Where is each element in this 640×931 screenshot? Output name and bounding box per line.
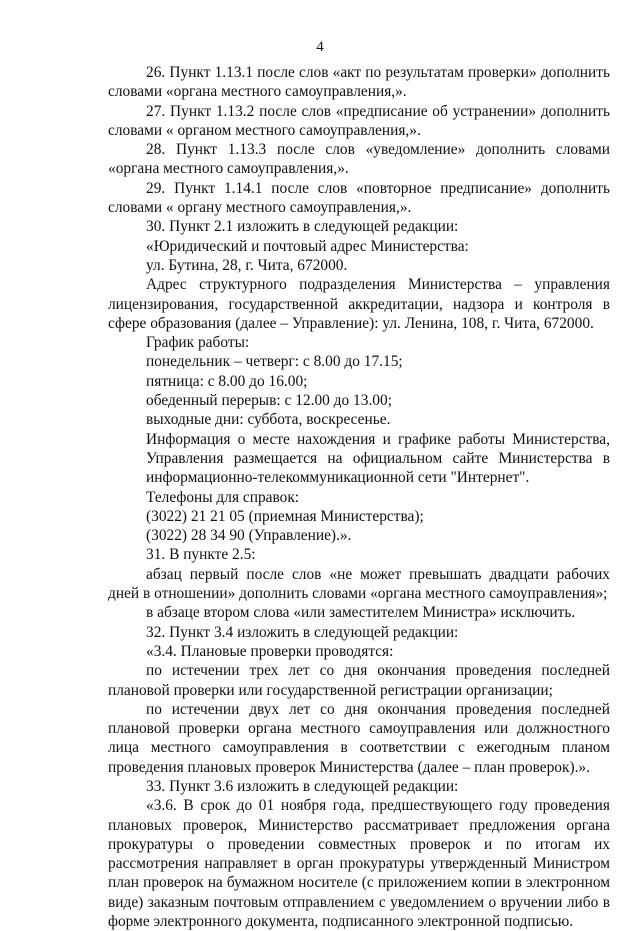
item-3-4-heading: «3.4. Плановые проверки проводятся:	[146, 642, 394, 660]
paragraph-item-31: 31. В пункте 2.5:	[146, 546, 256, 564]
website-info: Информация о месте нахождения и графике работы Министерства, Управления размещается на официальном сайте Министерства в информационно-телекоммуникационной сети "Интернет".	[146, 430, 610, 487]
paragraph-item-33: 33. Пункт 3.6 изложить в следующей редакции:	[146, 777, 459, 795]
paragraph-item-28: 28. Пункт 1.13.3 после слов «уведомление» дополнить словами «органа местного самоуправления,».	[108, 141, 610, 178]
item-31-first-abzac: абзац первый после слов «не может превышать двадцати рабочих дней в отношении» дополнить словами «органа местного самоуправления»;	[108, 565, 610, 603]
phones-heading: Телефоны для справок:	[146, 488, 300, 506]
paragraph-item-32: 32. Пункт 3.4 изложить в следующей редакции:	[146, 623, 459, 641]
legal-address-heading: «Юридический и почтовый адрес Министерства:	[146, 237, 469, 255]
paragraph-item-30: 30. Пункт 2.1 изложить в следующей редакции:	[146, 218, 459, 236]
document-body	[108, 63, 610, 931]
work-schedule-heading: График работы:	[146, 334, 250, 352]
phone-department: (3022) 28 34 90 (Управление).».	[146, 527, 352, 545]
department-address: Адрес структурного подразделения Министерства – управления лицензирования, государственной аккредитации, надзора и контроля в сфере образования (далее – Управление): ул. Ленина, 108, г. Чита, 672000.	[108, 276, 610, 332]
schedule-friday: пятница: с 8.00 до 16.00;	[146, 372, 308, 390]
page-number: 4	[316, 39, 324, 55]
phone-ministry: (3022) 21 21 05 (приемная Министерства);	[146, 507, 424, 525]
item-3-6-text: «3.6. В срок до 01 ноября года, предшествующего году проведения плановых проверок, Министерство рассматривает предложения органа прокуратуры о проведении совместных проверок и по итогам их рассмотрения направляет в орган прокуратуры утвержденный Министром план проверок на бумажном носителе (с приложением копии в электронном виде) заказным почтовым отправлением с уведомлением о вручении либо в форме электронного документа, подписанного электронной подписью.	[108, 797, 610, 931]
item-3-4-condition-1: по истечении трех лет со дня окончания проведения последней плановой проверки или государственной регистрации организации;	[108, 662, 610, 699]
schedule-mon-thu: понедельник – четверг: с 8.00 до 17.15;	[146, 353, 403, 371]
item-3-4-condition-2: по истечении двух лет со дня окончания проведения последней плановой проверки органа местного самоуправления или должностного лица местного самоуправления в соответствии с ежегодным планом проведения плановых проверок Министерства (далее – план проверок).».	[108, 700, 610, 776]
item-31-second-abzac: в абзаце втором слова «или заместителем Министра» исключить.	[146, 604, 576, 622]
paragraph-item-26: 26. Пункт 1.13.1 после слов «акт по результатам проверки» дополнить словами «органа местного самоуправления,».	[108, 64, 610, 101]
schedule-days-off: выходные дни: суббота, воскресенье.	[146, 411, 391, 429]
schedule-lunch-break: обеденный перерыв: с 12.00 до 13.00;	[146, 392, 392, 410]
paragraph-item-29: 29. Пункт 1.14.1 после слов «повторное предписание» дополнить словами « органу местного самоуправления,».	[108, 179, 610, 217]
paragraph-item-27: 27. Пункт 1.13.2 после слов «предписание об устранении» дополнить словами « органом местного самоуправления,».	[108, 102, 610, 139]
legal-address: ул. Бутина, 28, г. Чита, 672000.	[146, 256, 348, 274]
